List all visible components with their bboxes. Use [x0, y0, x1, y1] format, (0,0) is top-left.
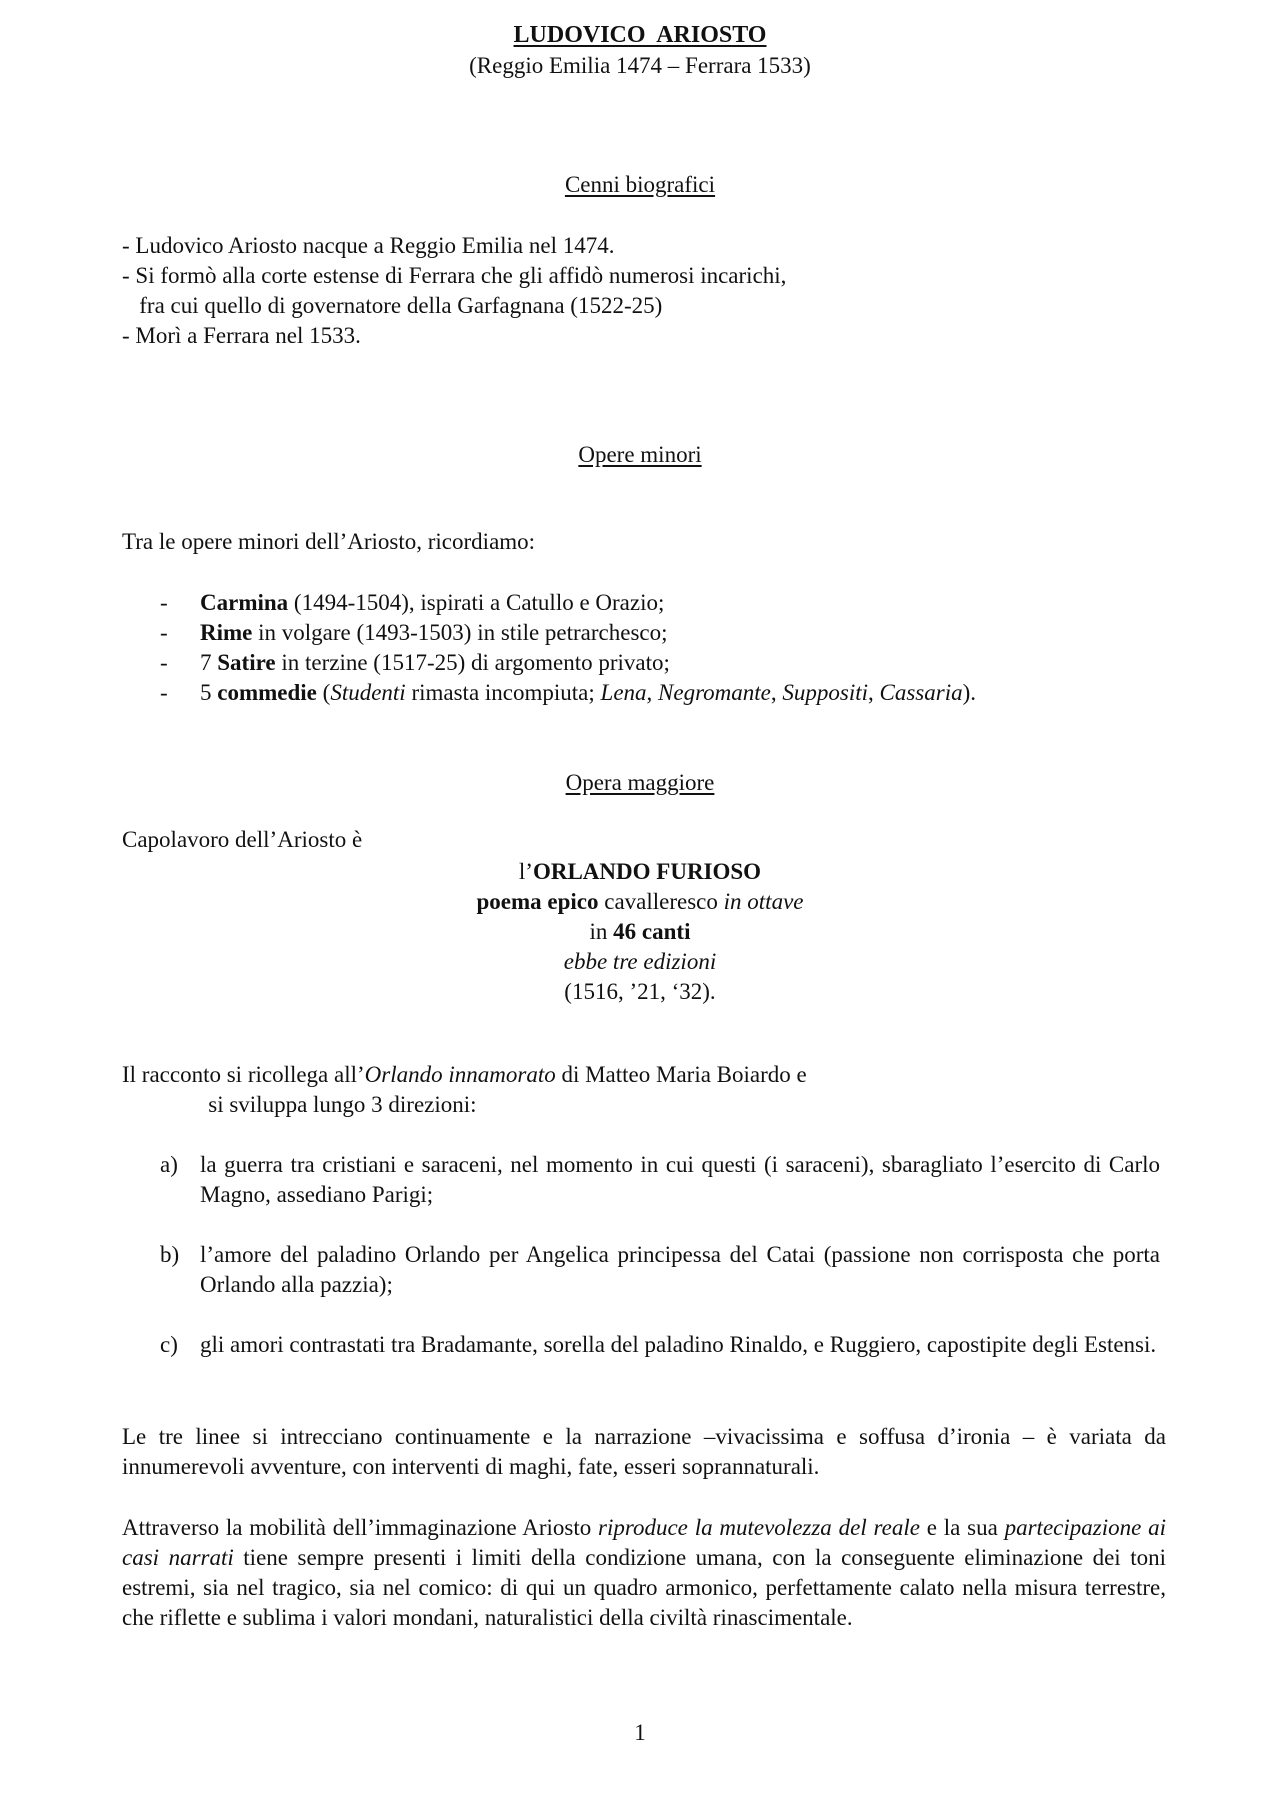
work-name: Carmina	[200, 590, 289, 615]
biography-line: fra cui quello di governatore della Garfagnana (1522-25)	[122, 293, 663, 318]
story-line: si sviluppa lungo 3 direzioni:	[122, 1092, 477, 1117]
emphasis: partecipazione ai casi narrati	[122, 1515, 1167, 1570]
list-item	[160, 678, 1160, 708]
story-intro	[122, 1060, 1172, 1120]
heading-cenni-biografici: Cenni biografici	[564, 172, 716, 197]
list-item	[160, 1150, 1160, 1210]
list-label: b)	[160, 1242, 180, 1267]
work-name: Rime	[200, 620, 253, 645]
document-subtitle: (Reggio Emilia 1474 – Ferrara 1533)	[469, 53, 811, 78]
text: Attraverso la mobilità dell’immaginazione Ariosto	[122, 1515, 599, 1540]
major-work-block	[0, 857, 1280, 1007]
biography-line: - Ludovico Ariosto nacque a Reggio Emilia nel 1474.	[122, 233, 615, 258]
biography-line: - Si formò alla corte estense di Ferrara che gli affidò numerosi incarichi,	[122, 263, 787, 288]
list-text: gli amori contrastati tra Bradamante, sorella del paladino Rinaldo, e Ruggiero, capostipite degli Estensi.	[200, 1332, 1157, 1357]
list-item	[160, 1240, 1160, 1300]
prep: in	[589, 919, 614, 944]
meter: in ottave	[723, 889, 804, 914]
list-bullet: -	[160, 680, 168, 705]
minor-works-list	[160, 588, 1160, 708]
list-bullet: -	[160, 590, 168, 615]
list-bullet: -	[160, 650, 168, 675]
punct: ,	[646, 680, 659, 705]
text: tiene sempre presenti i limiti della condizione umana, con la conseguente eliminazione dei toni estremi, sia nel tragico, sia nel comico: di qui un quadro armonico, perfettamente calato nella misura terrestre, che riflette e sublima i valori mondani, naturalistici della civiltà rinascimentale.	[122, 1545, 1167, 1630]
text: Il racconto si ricollega all’	[122, 1062, 365, 1087]
punct: rimasta incompiuta;	[405, 680, 601, 705]
page-number: 1	[634, 1720, 646, 1745]
work-count: 5	[200, 680, 218, 705]
punct: ,	[868, 680, 880, 705]
punct: ,	[770, 680, 783, 705]
paragraph-narration: Le tre linee si intrecciano continuamente e la narrazione –vivacissima e soffusa d’ironia – è variata da innumerevoli avventure, con interventi di maghi, fate, esseri soprannaturali.	[122, 1424, 1166, 1479]
canto-count: 46 canti	[613, 919, 691, 944]
major-work-intro: Capolavoro dell’Ariosto è	[122, 827, 363, 852]
list-item	[160, 1330, 1160, 1360]
work-detail: (1494-1504), ispirati a Catullo e Orazio;	[288, 590, 665, 615]
work-name: Satire	[217, 650, 276, 675]
work-title: ORLANDO FURIOSO	[532, 859, 762, 884]
document-title: LUDOVICO ARIOSTO	[513, 22, 767, 48]
genre-detail: cavalleresco	[598, 889, 724, 914]
punct: (	[316, 680, 331, 705]
heading-opere-minori: Opere minori	[578, 442, 702, 467]
work-title-line	[0, 857, 1280, 887]
paragraph-imagination	[122, 1513, 1166, 1633]
work-detail: in volgare (1493-1503) in stile petrarchesco;	[252, 620, 668, 645]
list-item	[160, 618, 1160, 648]
comedy-title: Negromante	[658, 680, 771, 705]
heading-opera-maggiore: Opera maggiore	[565, 770, 715, 795]
punct: ).	[962, 680, 977, 705]
work-cantos-line	[0, 917, 1280, 947]
comedy-title: Lena	[600, 680, 647, 705]
work-detail: in terzine (1517-25) di argomento privato;	[275, 650, 670, 675]
text: e la sua	[919, 1515, 1005, 1540]
list-text: l’amore del paladino Orlando per Angelica principessa del Catai (passione non corrisposta che porta Orlando alla pazzia);	[200, 1242, 1160, 1297]
list-text: la guerra tra cristiani e saraceni, nel momento in cui questi (i saraceni), sbaragliato l’esercito di Carlo Magno, assediano Parigi;	[200, 1152, 1160, 1207]
comedy-title: Cassaria	[879, 680, 963, 705]
work-years-line: (1516, ’21, ‘32).	[564, 979, 716, 1004]
work-reference: Orlando innamorato	[364, 1062, 556, 1087]
list-label: a)	[160, 1152, 178, 1177]
work-genre-line	[0, 887, 1280, 917]
text: di Matteo Maria Boiardo e	[555, 1062, 807, 1087]
biography-list	[122, 231, 1172, 351]
list-item	[160, 588, 1160, 618]
comedy-title: Studenti	[330, 680, 406, 705]
emphasis: riproduce la mutevolezza del reale	[598, 1515, 920, 1540]
genre: poema epico	[476, 889, 599, 914]
article: l’	[518, 859, 533, 884]
list-label: c)	[160, 1332, 178, 1357]
story-line	[122, 1060, 1172, 1090]
editions-label: ebbe tre edizioni	[563, 949, 717, 974]
list-bullet: -	[160, 620, 168, 645]
work-name: commedie	[217, 680, 317, 705]
minor-works-intro: Tra le opere minori dell’Ariosto, ricordiamo:	[122, 529, 536, 554]
directions-list	[160, 1150, 1160, 1390]
comedy-title: Suppositi	[782, 680, 869, 705]
work-count: 7	[200, 650, 218, 675]
biography-line: - Morì a Ferrara nel 1533.	[122, 323, 361, 348]
list-item	[160, 648, 1160, 678]
work-editions-line	[0, 947, 1280, 977]
